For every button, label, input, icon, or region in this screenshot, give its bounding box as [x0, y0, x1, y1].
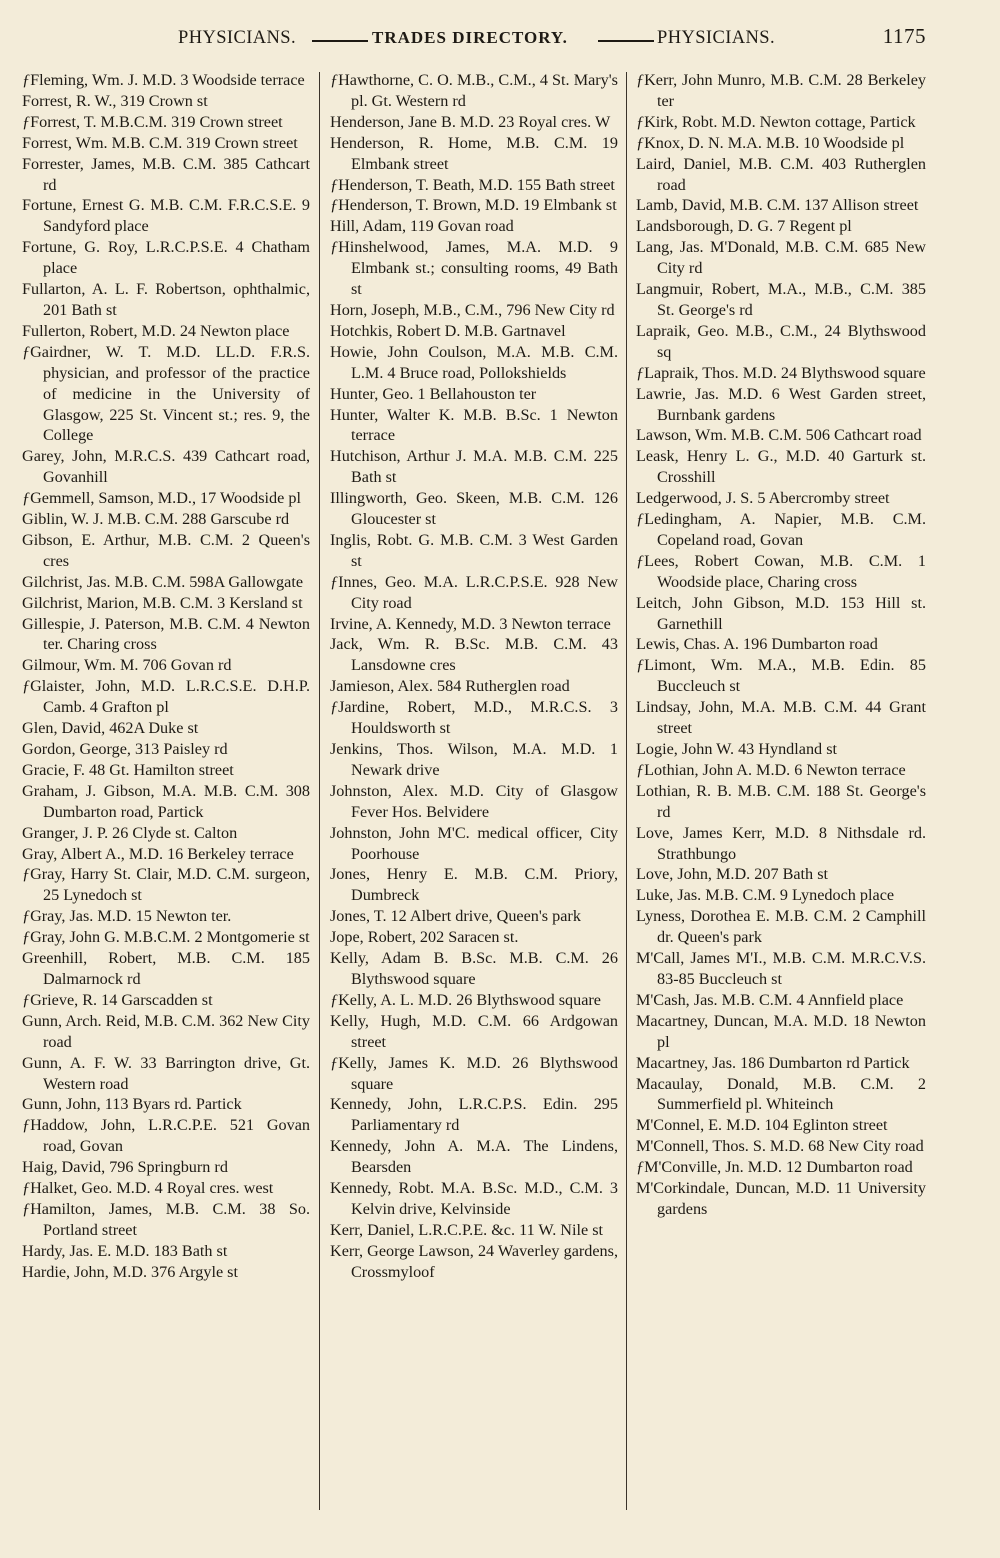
physician-mark: ƒ: [330, 698, 339, 717]
entry-text: Fullerton, Robert, M.D. 24 Newton place: [22, 321, 290, 340]
physician-mark: ƒ: [636, 760, 645, 779]
entry-text: Henderson, R. Home, M.B. C.M. 19 Elmbank street: [330, 133, 618, 173]
entry-text: Kerr, George Lawson, 24 Waverley gardens, Crossmyloof: [330, 1241, 618, 1281]
entry-text: Greenhill, Robert, M.B. C.M. 185 Dalmarnock rd: [22, 949, 310, 988]
entry-text: Lamb, David, M.B. C.M. 137 Allison street: [636, 196, 919, 215]
entry-text: Henderson, T. Beath, M.D. 155 Bath street: [338, 175, 615, 194]
entry-text: Lewis, Chas. A. 196 Dumbarton road: [636, 635, 878, 654]
directory-entry: [330, 321, 618, 342]
physician-mark: ƒ: [636, 656, 645, 675]
directory-entry: [636, 425, 926, 446]
entry-text: Fortune, Ernest G. M.B. C.M. F.R.C.S.E. 9 Sandyford place: [22, 196, 310, 236]
directory-entry: [22, 342, 310, 447]
directory-entry: [330, 864, 618, 906]
entry-text: Forrester, James, M.B. C.M. 385 Cathcart rd: [22, 154, 310, 194]
entry-text: Laird, Daniel, M.B. C.M. 403 Rutherglen road: [636, 154, 926, 194]
directory-entry: [330, 1094, 618, 1136]
entry-text: Kennedy, John, L.R.C.P.S. Edin. 295 Parliamentary rd: [330, 1095, 618, 1135]
physician-mark: ƒ: [330, 1053, 339, 1072]
entry-text: Gilmour, Wm. M. 706 Govan rd: [22, 656, 232, 675]
entry-text: Logie, John W. 43 Hyndland st: [636, 740, 837, 758]
directory-entry: [22, 739, 310, 760]
entry-text: Lawson, Wm. M.B. C.M. 506 Cathcart road: [636, 426, 922, 445]
entry-text: Landsborough, D. G. 7 Regent pl: [636, 217, 852, 236]
entry-text: M'Call, James M'I., M.B. C.M. M.R.C.V.S. 83-85 Buccleuch st: [636, 949, 926, 988]
directory-entry: [636, 697, 926, 739]
entry-text: Hutchison, Arthur J. M.A. M.B. C.M. 225 Bath st: [330, 447, 618, 487]
physician-mark: ƒ: [636, 71, 645, 89]
directory-entry: [636, 760, 926, 781]
entry-text: Henderson, T. Brown, M.D. 19 Elmbank st: [338, 196, 617, 215]
directory-entry: [330, 384, 618, 405]
directory-entry: [330, 1136, 618, 1178]
directory-entry: [330, 739, 618, 781]
entry-text: Hinshelwood, James, M.A. M.D. 9 Elmbank st.; consulting rooms, 49 Bath st: [338, 238, 618, 299]
physician-mark: ƒ: [636, 363, 645, 382]
directory-entry: [22, 1053, 310, 1095]
entry-text: Lothian, John A. M.D. 6 Newton terrace: [644, 760, 906, 779]
entry-text: Gemmell, Samson, M.D., 17 Woodside pl: [30, 489, 301, 508]
entry-text: Hardie, John, M.D. 376 Argyle st: [22, 1262, 238, 1281]
directory-entry: [330, 927, 618, 948]
entry-text: Langmuir, Robert, M.A., M.B., C.M. 385 St. George's rd: [636, 280, 926, 319]
directory-entry: [330, 697, 618, 739]
directory-entry: [636, 634, 926, 655]
directory-entry: [636, 593, 926, 635]
directory-entry: [330, 781, 618, 823]
directory-entry: [330, 1011, 618, 1053]
entry-text: Hill, Adam, 119 Govan road: [330, 217, 514, 236]
entry-text: Gunn, A. F. W. 33 Barrington drive, Gt. Western road: [22, 1053, 310, 1093]
entry-text: Lees, Robert Cowan, M.B. C.M. 1 Woodside place, Charing cross: [644, 551, 926, 591]
entry-text: Gillespie, J. Paterson, M.B. C.M. 4 Newton ter. Charing cross: [22, 614, 310, 654]
physician-mark: ƒ: [636, 1158, 645, 1177]
header-dash: [598, 40, 654, 42]
directory-entry: [636, 1115, 926, 1136]
directory-entry: [22, 655, 310, 676]
directory-entry: [22, 70, 310, 91]
entry-text: Graham, J. Gibson, M.A. M.B. C.M. 308 Dumbarton road, Partick: [22, 781, 310, 821]
entry-text: Gray, Albert A., M.D. 16 Berkeley terrace: [22, 844, 294, 863]
entry-text: Kelly, Hugh, M.D. C.M. 66 Ardgowan street: [330, 1011, 618, 1051]
directory-entry: [22, 572, 310, 593]
entry-text: Glen, David, 462A Duke st: [22, 719, 199, 738]
directory-entry: [636, 384, 926, 426]
entry-text: Gilchrist, Marion, M.B. C.M. 3 Kersland st: [22, 593, 303, 612]
running-header: [20, 28, 930, 58]
entry-text: Lapraik, Thos. M.D. 24 Blythswood square: [644, 363, 926, 382]
directory-entry: [22, 781, 310, 823]
directory-entry: [22, 91, 310, 112]
directory-entry: [22, 237, 310, 279]
entry-text: Howie, John Coulson, M.A. M.B. C.M. L.M. 4 Bruce road, Pollokshields: [330, 342, 618, 382]
directory-entry: [636, 1178, 926, 1220]
column-rule: [626, 72, 627, 1510]
entry-text: Jones, Henry E. M.B. C.M. Priory, Dumbreck: [330, 865, 618, 905]
directory-entry: [22, 844, 310, 865]
physician-mark: ƒ: [22, 1199, 31, 1218]
directory-entry: [636, 237, 926, 279]
entry-text: Macartney, Jas. 186 Dumbarton rd Partick: [636, 1053, 910, 1072]
entry-text: Lindsay, John, M.A. M.B. C.M. 44 Grant street: [636, 698, 926, 738]
directory-entry: [636, 1074, 926, 1116]
entry-text: Love, John, M.D. 207 Bath st: [636, 865, 828, 884]
directory-entry: [636, 195, 926, 216]
directory-entry: [330, 237, 618, 300]
directory-entry: [22, 718, 310, 739]
directory-entry: [636, 1157, 926, 1178]
entry-text: Halket, Geo. M.D. 4 Royal cres. west: [30, 1179, 274, 1198]
entry-text: Hunter, Geo. 1 Bellahouston ter: [330, 384, 537, 403]
entry-text: Fullarton, A. L. F. Robertson, ophthalmic, 201 Bath st: [22, 280, 310, 319]
entry-text: Limont, Wm. M.A., M.B. Edin. 85 Buccleuch st: [644, 656, 926, 696]
directory-entry: [636, 112, 926, 133]
physician-mark: ƒ: [330, 238, 339, 257]
directory-entry: [636, 70, 926, 112]
physician-mark: ƒ: [636, 551, 645, 570]
entry-text: Illingworth, Geo. Skeen, M.B. C.M. 126 Gloucester st: [330, 489, 618, 529]
directory-entry: [22, 509, 310, 530]
entry-text: Haddow, John, L.R.C.P.E. 521 Govan road, Govan: [30, 1116, 310, 1156]
directory-entry: [330, 676, 618, 697]
directory-entry: [22, 321, 310, 342]
directory-entry: [330, 133, 618, 175]
directory-entry: [22, 1178, 310, 1199]
directory-entry: [636, 509, 926, 551]
directory-entry: [330, 195, 618, 216]
entry-text: Gray, John G. M.B.C.M. 2 Montgomerie st: [30, 928, 310, 947]
directory-entry: [330, 1178, 618, 1220]
physician-mark: ƒ: [330, 196, 339, 215]
directory-entry: [22, 446, 310, 488]
directory-entry: [22, 864, 310, 906]
physician-mark: ƒ: [22, 342, 31, 361]
physician-mark: ƒ: [22, 865, 31, 884]
entry-text: Forrest, R. W., 319 Crown st: [22, 91, 208, 110]
entry-text: Grieve, R. 14 Garscadden st: [30, 990, 213, 1009]
directory-entry: [330, 300, 618, 321]
entry-text: Leitch, John Gibson, M.D. 153 Hill st. Garnethill: [636, 593, 926, 633]
directory-entry: [636, 488, 926, 509]
directory-entry: [330, 530, 618, 572]
directory-entry: [330, 175, 618, 196]
directory-entry: [330, 823, 618, 865]
entry-text: Gray, Jas. M.D. 15 Newton ter.: [30, 907, 232, 926]
directory-entry: [22, 1157, 310, 1178]
entry-text: Gunn, Arch. Reid, M.B. C.M. 362 New City road: [22, 1011, 310, 1051]
entry-text: Lapraik, Geo. M.B., C.M., 24 Blythswood sq: [636, 321, 926, 361]
directory-entry: [636, 154, 926, 196]
entry-text: Irvine, A. Kennedy, M.D. 3 Newton terrace: [330, 614, 611, 633]
entry-text: Hamilton, James, M.B. C.M. 38 So. Portland street: [30, 1199, 310, 1239]
directory-entry: [22, 1094, 310, 1115]
physician-mark: ƒ: [22, 489, 31, 508]
physician-mark: ƒ: [636, 133, 645, 152]
entry-text: M'Conville, Jn. M.D. 12 Dumbarton road: [644, 1158, 913, 1177]
directory-entry: [22, 488, 310, 509]
directory-entry: [636, 216, 926, 237]
physician-mark: ƒ: [22, 1116, 31, 1135]
entry-text: M'Connell, Thos. S. M.D. 68 New City road: [636, 1137, 924, 1156]
directory-entry: [636, 551, 926, 593]
entry-text: Kelly, A. L. M.D. 26 Blythswood square: [338, 990, 601, 1009]
directory-entry: [636, 885, 926, 906]
entry-text: Gunn, John, 113 Byars rd. Partick: [22, 1095, 242, 1114]
physician-mark: ƒ: [636, 510, 645, 529]
directory-entry: [330, 1220, 618, 1241]
directory-entry: [22, 112, 310, 133]
header-left: PHYSICIANS.: [178, 28, 296, 48]
entry-text: Forrest, T. M.B.C.M. 319 Crown street: [30, 112, 283, 131]
physician-mark: ƒ: [22, 677, 31, 696]
entry-text: Gray, Harry St. Clair, M.D. C.M. surgeon, 25 Lynedoch st: [30, 865, 310, 905]
directory-entry: [636, 321, 926, 363]
directory-entry: [636, 363, 926, 384]
entry-text: Johnston, Alex. M.D. City of Glasgow Fever Hos. Belvidere: [330, 781, 618, 821]
column-rule: [319, 72, 320, 1510]
entry-text: Garey, John, M.R.C.S. 439 Cathcart road, Govanhill: [22, 447, 310, 487]
directory-entry: [22, 1241, 310, 1262]
entry-text: Gordon, George, 313 Paisley rd: [22, 740, 228, 758]
directory-entry: [22, 133, 310, 154]
entry-text: Granger, J. P. 26 Clyde st. Calton: [22, 823, 238, 842]
column-3: [636, 70, 926, 1220]
entry-text: Kirk, Robt. M.D. Newton cottage, Partick: [644, 112, 916, 131]
entry-text: Gairdner, W. T. M.D. LL.D. F.R.S. physician, and professor of the practice of medicine in the University of Glasgow, 225 St. Vincent st.; res. 9, the College: [30, 342, 310, 445]
directory-entry: [330, 1053, 618, 1095]
directory-entry: [636, 1053, 926, 1074]
physician-mark: ƒ: [22, 907, 31, 926]
directory-entry: [330, 446, 618, 488]
entry-text: Horn, Joseph, M.B., C.M., 796 New City rd: [330, 300, 615, 319]
entry-text: Lang, Jas. M'Donald, M.B. C.M. 685 New City rd: [636, 238, 926, 278]
directory-entry: [330, 948, 618, 990]
entry-text: Kerr, John Munro, M.B. C.M. 28 Berkeley ter: [644, 71, 926, 110]
physician-mark: ƒ: [330, 572, 339, 591]
directory-entry: [22, 1262, 310, 1283]
physician-mark: ƒ: [22, 1179, 31, 1198]
entry-text: Leask, Henry L. G., M.D. 40 Garturk st. Crosshill: [636, 447, 926, 487]
entry-text: Jamieson, Alex. 584 Rutherglen road: [330, 677, 570, 696]
entry-text: Jones, T. 12 Albert drive, Queen's park: [330, 907, 581, 926]
directory-entry: [330, 1241, 618, 1283]
physician-mark: ƒ: [330, 990, 339, 1009]
header-center: TRADES DIRECTORY.: [372, 28, 568, 47]
page-number: 1175: [882, 24, 926, 48]
directory-entry: [636, 864, 926, 885]
directory-entry: [330, 990, 618, 1011]
physician-mark: ƒ: [330, 71, 339, 89]
entry-text: Forrest, Wm. M.B. C.M. 319 Crown street: [22, 133, 298, 152]
directory-entry: [22, 154, 310, 196]
column-2: [330, 70, 618, 1283]
entry-text: M'Cash, Jas. M.B. C.M. 4 Annfield place: [636, 990, 904, 1009]
header-right: PHYSICIANS.: [657, 28, 775, 48]
entry-text: Kelly, James K. M.D. 26 Blythswood square: [338, 1053, 618, 1093]
entry-text: M'Connel, E. M.D. 104 Eglinton street: [636, 1116, 888, 1135]
entry-text: Hunter, Walter K. M.B. B.Sc. 1 Newton terrace: [330, 405, 618, 445]
entry-text: Hawthorne, C. O. M.B., C.M., 4 St. Mary's pl. Gt. Western rd: [338, 71, 618, 110]
entry-text: Fortune, G. Roy, L.R.C.P.S.E. 4 Chatham place: [22, 238, 310, 278]
entry-text: Innes, Geo. M.A. L.R.C.P.S.E. 928 New City road: [338, 572, 618, 612]
physician-mark: ƒ: [22, 112, 31, 131]
directory-entry: [330, 70, 618, 112]
entry-text: Inglis, Robt. G. M.B. C.M. 3 West Garden st: [330, 530, 618, 570]
directory-entry: [22, 906, 310, 927]
directory-entry: [636, 446, 926, 488]
directory-entry: [22, 760, 310, 781]
directory-entry: [22, 1011, 310, 1053]
directory-entry: [330, 112, 618, 133]
directory-entry: [636, 1136, 926, 1157]
directory-entry: [636, 1011, 926, 1053]
entry-text: Fleming, Wm. J. M.D. 3 Woodside terrace: [30, 71, 305, 89]
entry-text: Hardy, Jas. E. M.D. 183 Bath st: [22, 1241, 228, 1260]
entry-text: Johnston, John M'C. medical officer, City Poorhouse: [330, 823, 618, 863]
directory-entry: [22, 927, 310, 948]
directory-entry: [330, 216, 618, 237]
header-dash: [312, 40, 368, 42]
directory-entry: [636, 990, 926, 1011]
entry-text: Lothian, R. B. M.B. C.M. 188 St. George's rd: [636, 781, 926, 821]
directory-entry: [22, 676, 310, 718]
entry-text: Love, James Kerr, M.D. 8 Nithsdale rd. Strathbungo: [636, 823, 926, 863]
directory-entry: [330, 405, 618, 447]
entry-text: Haig, David, 796 Springburn rd: [22, 1158, 228, 1177]
entry-text: Jack, Wm. R. B.Sc. M.B. C.M. 43 Lansdowne cres: [330, 635, 618, 675]
entry-text: Jope, Robert, 202 Saracen st.: [330, 928, 519, 947]
entry-text: Gibson, E. Arthur, M.B. C.M. 2 Queen's cres: [22, 530, 310, 570]
physician-mark: ƒ: [22, 928, 31, 947]
entry-text: Lawrie, Jas. M.D. 6 West Garden street, Burnbank gardens: [636, 384, 926, 424]
directory-entry: [22, 195, 310, 237]
entry-text: Jenkins, Thos. Wilson, M.A. M.D. 1 Newark drive: [330, 740, 618, 779]
entry-text: Ledingham, A. Napier, M.B. C.M. Copeland road, Govan: [644, 510, 926, 549]
directory-entry: [636, 739, 926, 760]
directory-entry: [330, 634, 618, 676]
entry-text: Lyness, Dorothea E. M.B. C.M. 2 Camphill dr. Queen's park: [636, 907, 926, 947]
entry-text: Kennedy, Robt. M.A. B.Sc. M.D., C.M. 3 Kelvin drive, Kelvinside: [330, 1179, 618, 1218]
directory-entry: [22, 1115, 310, 1157]
directory-entry: [22, 614, 310, 656]
entry-text: Kerr, Daniel, L.R.C.P.E. &c. 11 W. Nile st: [330, 1220, 604, 1239]
physician-mark: ƒ: [22, 990, 31, 1009]
directory-entry: [22, 530, 310, 572]
directory-entry: [22, 279, 310, 321]
physician-mark: ƒ: [636, 112, 645, 131]
column-1: [22, 70, 310, 1283]
directory-entry: [330, 614, 618, 635]
directory-entry: [22, 990, 310, 1011]
entry-text: Knox, D. N. M.A. M.B. 10 Woodside pl: [644, 133, 905, 152]
physician-mark: ƒ: [22, 71, 31, 89]
entry-text: M'Corkindale, Duncan, M.D. 11 University gardens: [636, 1179, 926, 1218]
entry-text: Henderson, Jane B. M.D. 23 Royal cres. W: [330, 112, 611, 131]
entry-text: Macartney, Duncan, M.A. M.D. 18 Newton pl: [636, 1011, 926, 1051]
directory-entry: [22, 948, 310, 990]
directory-entry: [636, 948, 926, 990]
directory-entry: [636, 781, 926, 823]
entry-text: Kennedy, John A. M.A. The Lindens, Bearsden: [330, 1137, 618, 1177]
directory-entry: [330, 342, 618, 384]
directory-entry: [330, 572, 618, 614]
directory-entry: [636, 279, 926, 321]
entry-text: Gracie, F. 48 Gt. Hamilton street: [22, 760, 234, 779]
directory-entry: [330, 488, 618, 530]
entry-text: Jardine, Robert, M.D., M.R.C.S. 3 Houldsworth st: [338, 698, 618, 738]
directory-entry: [330, 906, 618, 927]
entry-text: Gilchrist, Jas. M.B. C.M. 598A Gallowgate: [22, 572, 304, 591]
entry-text: Giblin, W. J. M.B. C.M. 288 Garscube rd: [22, 510, 290, 529]
directory-entry: [22, 1199, 310, 1241]
directory-entry: [636, 133, 926, 154]
entry-text: Luke, Jas. M.B. C.M. 9 Lynedoch place: [636, 886, 895, 905]
entry-text: Glaister, John, M.D. L.R.C.S.E. D.H.P. Camb. 4 Grafton pl: [30, 677, 310, 717]
entry-text: Macaulay, Donald, M.B. C.M. 2 Summerfield pl. Whiteinch: [636, 1074, 926, 1114]
directory-entry: [636, 906, 926, 948]
directory-entry: [22, 593, 310, 614]
entry-text: Kelly, Adam B. B.Sc. M.B. C.M. 26 Blythswood square: [330, 949, 618, 988]
directory-entry: [22, 823, 310, 844]
directory-entry: [636, 655, 926, 697]
entry-text: Ledgerwood, J. S. 5 Abercromby street: [636, 489, 890, 508]
entry-text: Hotchkis, Robert D. M.B. Gartnavel: [330, 321, 566, 340]
physician-mark: ƒ: [330, 175, 339, 194]
directory-entry: [636, 823, 926, 865]
